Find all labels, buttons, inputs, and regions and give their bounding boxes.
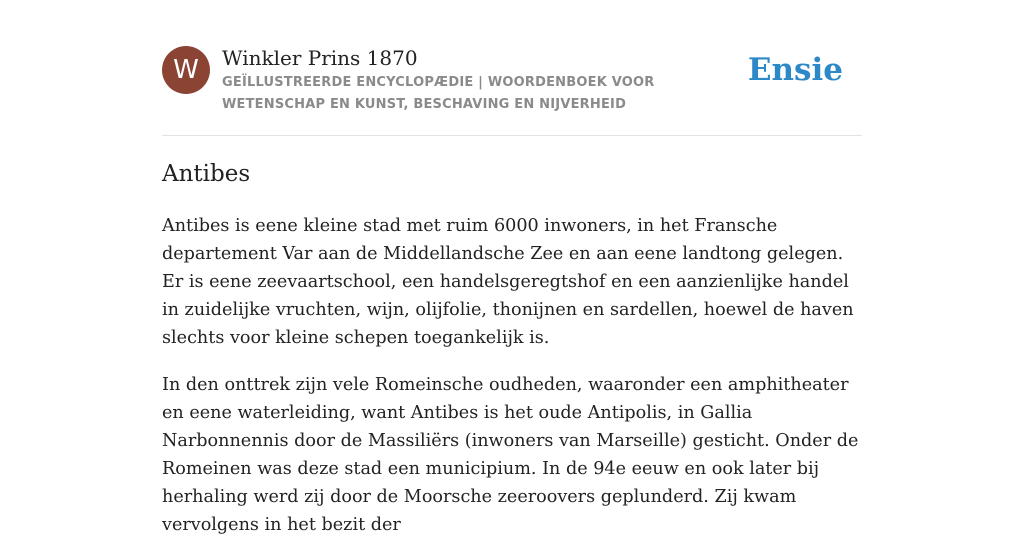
source-header [162, 46, 862, 116]
source-title[interactable]: Winkler Prins 1870 [222, 46, 418, 70]
entry-paragraph: Antibes is eene kleine stad met ruim 6000 inwoners, in het Fransche departement Var aan de Middellandsche Zee en aan eene landtong gelegen. Er is eene zeevaartschool, een handelsgeregtshof en een aanzienlijke handel in zuidelijke vruchten, wijn, olijfolie, thonijnen en sardellen, hoewel de haven slechts voor kleine schepen toegankelijk is. [162, 216, 854, 348]
entry-body [162, 212, 862, 558]
ensie-logo[interactable]: Ensie [747, 52, 843, 88]
header-divider [162, 135, 862, 136]
source-subtitle: GEÏLLUSTREERDE ENCYCLOPÆDIE | WOORDENBOEK VOOR WETENSCHAP EN KUNST, BESCHAVING EN NIJVERHEID [222, 75, 655, 112]
entry-title: Antibes [162, 161, 251, 187]
source-avatar[interactable]: W [162, 46, 210, 94]
entry-paragraph: In den onttrek zijn vele Romeinsche oudheden, waaronder een amphitheater en eene waterleiding, want Antibes is het oude Antipolis, in Gallia Narbonnennis door de Massiliërs (inwoners van Marseille) gesticht. Onder de Romeinen was deze stad een municipium. In de 94e eeuw en ook later bij herhaling werd zij door de Moorsche zeeroovers geplunderd. Zij kwam vervolgens in het bezit der [162, 375, 859, 535]
